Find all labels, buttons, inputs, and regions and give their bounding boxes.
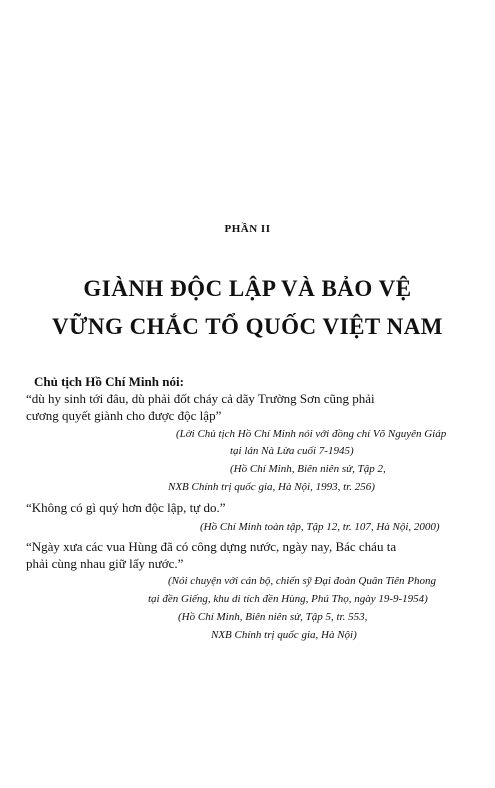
quote-3-line-2: phải cùng nhau giữ lấy nước.” <box>26 556 184 571</box>
part-label: PHẦN II <box>224 223 271 235</box>
source-1-line-1: (Lời Chủ tịch Hồ Chí Minh nói với đồng chí Võ Nguyên Giáp <box>176 428 447 440</box>
source-2: (Hồ Chí Minh toàn tập, Tập 12, tr. 107, Hà Nội, 2000) <box>200 521 440 533</box>
quote-intro: Chủ tịch Hồ Chí Minh nói: <box>34 374 184 389</box>
source-1-line-2: tại lán Nà Lừa cuối 7-1945) <box>230 445 354 457</box>
source-3-line-4: NXB Chính trị quốc gia, Hà Nội) <box>211 629 357 641</box>
quote-2: “Không có gì quý hơn độc lập, tự do.” <box>26 500 226 515</box>
source-3-line-2: tại đền Giếng, khu di tích đền Hùng, Phú Thọ, ngày 19-9-1954) <box>148 593 428 605</box>
source-1-line-3: (Hồ Chí Minh, Biên niên sử, Tập 2, <box>230 463 386 475</box>
chapter-title-line-1: GIÀNH ĐỘC LẬP VÀ BẢO VỆ <box>83 276 412 301</box>
quote-3-line-1: “Ngày xưa các vua Hùng đã có công dựng nước, ngày nay, Bác cháu ta <box>26 539 397 554</box>
source-3-line-1: (Nói chuyện với cán bộ, chiến sỹ Đại đoàn Quân Tiên Phong <box>168 575 436 587</box>
quote-1-line-1: “dù hy sinh tới đâu, dù phải đốt cháy cả dãy Trường Sơn cũng phải <box>26 391 375 406</box>
source-3-line-3: (Hồ Chí Minh, Biên niên sử, Tập 5, tr. 553, <box>178 611 368 623</box>
quote-1-line-2: cương quyết giành cho được độc lập” <box>26 408 222 423</box>
chapter-title-line-2: VỮNG CHẮC TỔ QUỐC VIỆT NAM <box>51 314 444 339</box>
source-1-line-4: NXB Chính trị quốc gia, Hà Nội, 1993, tr. 256) <box>168 481 375 493</box>
